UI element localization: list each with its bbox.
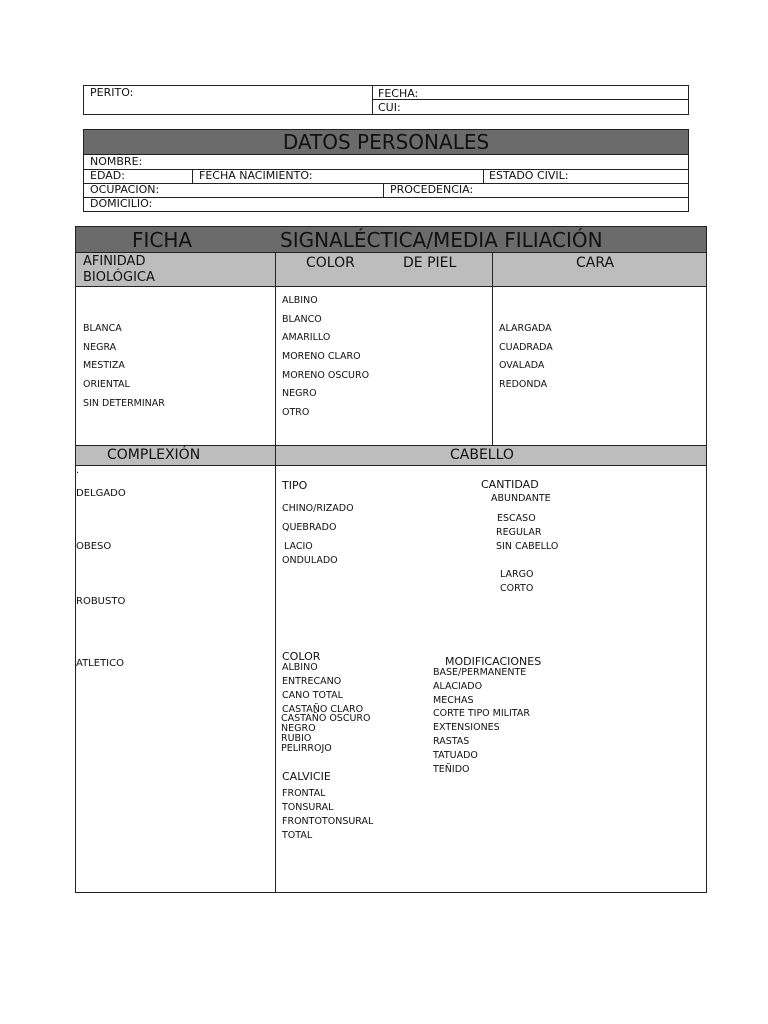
modificaciones-item: TEÑIDO	[433, 764, 470, 775]
color-piel-list	[282, 295, 369, 426]
color-piel-item: OTRO	[282, 407, 310, 419]
datos-personales-table	[83, 129, 689, 212]
cara-item: CUADRADA	[499, 341, 553, 353]
calvicie-item: FRONTOTONSURAL	[282, 816, 374, 827]
nombre-label: NOMBRE:	[90, 155, 143, 168]
complexion-item: ROBUSTO	[76, 596, 126, 607]
color-cabello-item: CANO TOTAL	[282, 690, 343, 701]
datos-personales-header	[84, 130, 688, 155]
tipo-item: ONDULADO	[282, 555, 338, 566]
color-piel-item: AMARILLO	[282, 332, 331, 344]
color-piel-item: BLANCO	[282, 313, 322, 325]
color-piel-header-b: DE PIEL	[403, 255, 457, 271]
procedencia-label: PROCEDENCIA:	[390, 183, 474, 196]
afinidad-item: MESTIZA	[83, 360, 125, 372]
color-cabello-item: CASTAÑO OSCURO	[281, 713, 371, 724]
afinidad-header-line2: BIOLÓGICA	[83, 270, 155, 285]
color-cabello-item: PELIRROJO	[281, 743, 332, 754]
color-piel-header-a: COLOR	[306, 255, 355, 271]
cantidad-item: LARGO	[500, 569, 534, 580]
ficha-title-right: SIGNALÉCTICA/MEDIA FILIACIÓN	[280, 228, 603, 252]
ficha-table	[75, 226, 707, 893]
afinidad-list	[83, 323, 165, 416]
color-cabello-item: ALBINO	[282, 662, 318, 673]
tipo-item: QUEBRADO	[282, 522, 337, 533]
complexion-dot: .	[76, 465, 80, 476]
calvicie-item: FRONTAL	[282, 788, 326, 799]
color-cabello-item: RUBIO	[281, 733, 312, 744]
cara-header: CARA	[576, 255, 615, 271]
modificaciones-item: EXTENSIONES	[433, 722, 500, 733]
complexion-item: ATLETICO	[76, 658, 124, 669]
calvicie-label: CALVICIE	[282, 770, 331, 783]
color-piel-item: MORENO CLARO	[282, 351, 361, 363]
color-cabello-label: COLOR	[282, 650, 321, 663]
cantidad-label: CANTIDAD	[481, 478, 539, 491]
cabello-header: CABELLO	[450, 447, 514, 463]
ficha-title-left: FICHA	[132, 228, 193, 252]
tipo-item: CHINO/RIZADO	[282, 503, 354, 514]
afinidad-header-line1: AFINIDAD	[83, 254, 146, 269]
color-cabello-item: CASTAÑO CLARO	[282, 704, 364, 715]
modificaciones-item: CORTE TIPO MILITAR	[433, 708, 530, 719]
edad-label: EDAD:	[90, 169, 125, 182]
modificaciones-item: RASTAS	[433, 736, 470, 747]
cara-item: OVALADA	[499, 360, 545, 372]
color-cabello-item: ENTRECANO	[282, 676, 342, 687]
domicilio-label: DOMICILIO:	[90, 197, 153, 210]
color-piel-item: NEGRO	[282, 388, 317, 400]
afinidad-item: BLANCA	[83, 323, 122, 334]
calvicie-item: TONSURAL	[282, 802, 334, 813]
cantidad-item: ABUNDANTE	[491, 493, 551, 504]
cantidad-item: SIN CABELLO	[496, 541, 559, 552]
modificaciones-label: MODIFICACIONES	[445, 655, 542, 668]
color-cabello-item: NEGRO	[281, 723, 316, 734]
color-piel-item: ALBINO	[282, 295, 318, 306]
cara-list	[499, 323, 553, 398]
modificaciones-item: BASE/PERMANENTE	[433, 667, 527, 678]
ficha-title-bar	[76, 227, 706, 253]
complexion-item: OBESO	[76, 541, 112, 552]
fecha-nacimiento-label: FECHA NACIMIENTO:	[199, 169, 313, 182]
complexion-item: DELGADO	[76, 488, 126, 499]
calvicie-item: TOTAL	[282, 830, 313, 841]
afinidad-item: ORIENTAL	[83, 379, 130, 391]
modificaciones-item: TATUADO	[433, 750, 478, 761]
tipo-label: TIPO	[282, 479, 308, 492]
cara-item: REDONDA	[499, 379, 548, 391]
modificaciones-item: MECHAS	[433, 695, 474, 706]
datos-personales-title: DATOS PERSONALES	[282, 130, 490, 154]
cantidad-item: CORTO	[500, 583, 534, 594]
header-table	[83, 85, 689, 115]
afinidad-item: NEGRA	[83, 341, 117, 353]
estado-civil-label: ESTADO CIVIL:	[489, 169, 569, 182]
complexion-header: COMPLEXIÓN	[107, 447, 201, 463]
color-piel-item: MORENO OSCURO	[282, 369, 370, 381]
modificaciones-item: ALACIADO	[433, 681, 483, 692]
fecha-label: FECHA:	[378, 87, 419, 100]
cara-item: ALARGADA	[499, 323, 552, 334]
perito-label: PERITO:	[90, 86, 134, 99]
cantidad-item: REGULAR	[496, 527, 542, 538]
afinidad-item: SIN DETERMINAR	[83, 397, 165, 409]
tipo-item: LACIO	[284, 541, 313, 552]
cui-label: CUI:	[378, 101, 401, 114]
ocupacion-label: OCUPACION:	[90, 183, 160, 196]
cantidad-item: ESCASO	[497, 513, 536, 524]
